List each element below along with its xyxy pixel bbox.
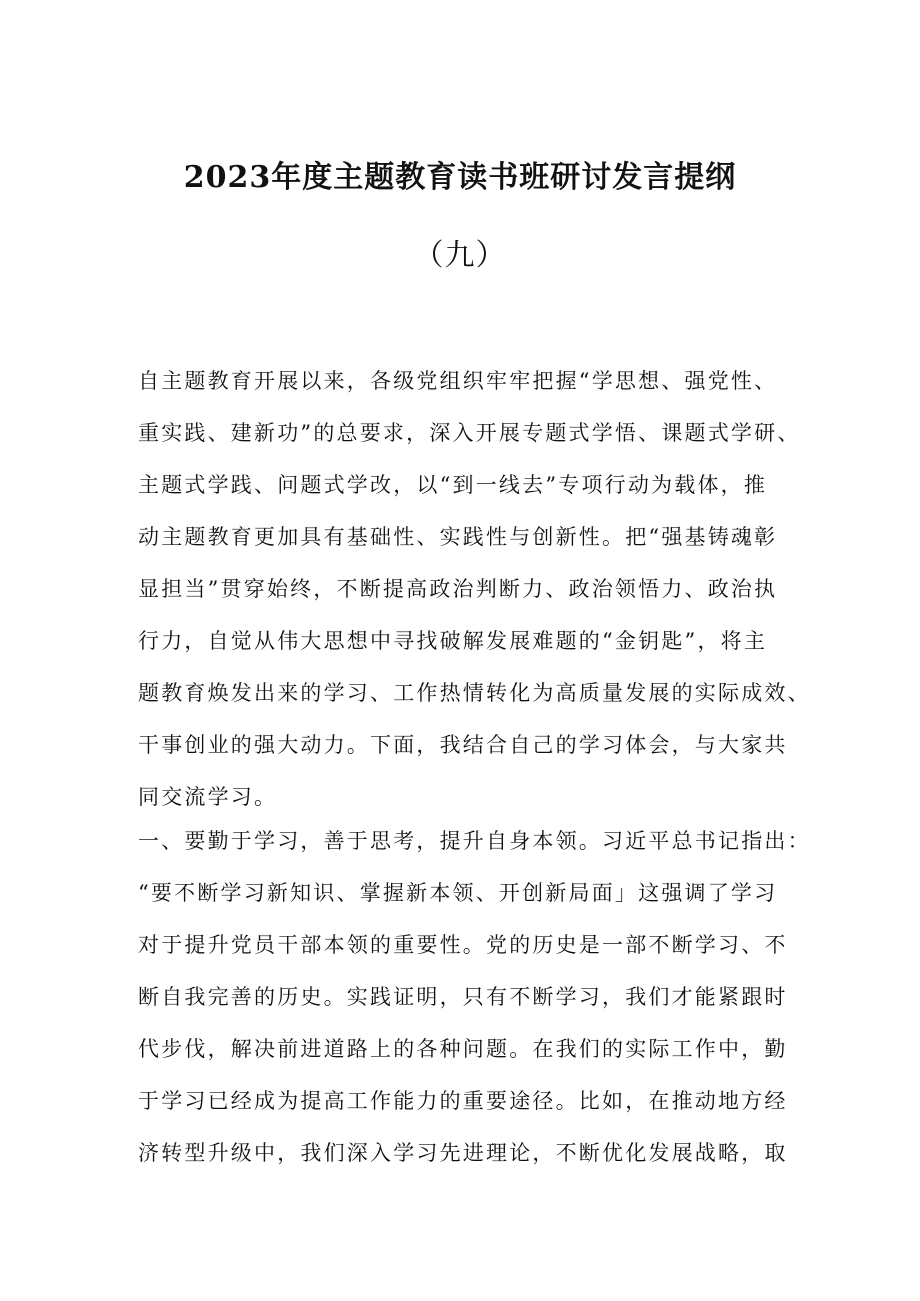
document-title: 2023年度主题教育读书班研讨发言提纲 bbox=[183, 160, 737, 195]
paragraph-line: 重实践、建新功”的总要求，深入开展专题式学悟、课题式学研、 bbox=[138, 421, 801, 445]
paragraph-line: 断自我完善的历史。实践证明，只有不断学习，我们才能紧跟时 bbox=[138, 985, 788, 1009]
paragraph-line: 济转型升级中，我们深入学习先进理论，不断优化发展战略，取 bbox=[138, 1141, 788, 1165]
section-one-paragraph bbox=[138, 815, 818, 1179]
intro-paragraph bbox=[138, 355, 818, 823]
document-subtitle: （九） bbox=[413, 238, 507, 273]
paragraph-line: 代步伐，解决前进道路上的各种问题。在我们的实际工作中，勤 bbox=[138, 1037, 788, 1061]
paragraph-line: 一、要勤于学习，善于思考，提升自身本领。习近平总书记指出： bbox=[138, 829, 811, 853]
paragraph-line: 对于提升党员干部本领的重要性。党的历史是一部不断学习、不 bbox=[138, 933, 788, 957]
paragraph-line: 题教育焕发出来的学习、工作热情转化为高质量发展的实际成效、 bbox=[138, 681, 811, 705]
paragraph-line: “要不断学习新知识、掌握新本领、开创新局面」这强调了学习 bbox=[138, 881, 778, 905]
paragraph-line: 同交流学习。 bbox=[138, 785, 278, 809]
paragraph-line: 于学习已经成为提高工作能力的重要途径。比如，在推动地方经 bbox=[138, 1089, 788, 1113]
paragraph-line: 动主题教育更加具有基础性、实践性与创新性。把“强基铸魂彰 bbox=[138, 525, 778, 549]
paragraph-line: 主题式学践、问题式学改，以“到一线去”专项行动为载体，推 bbox=[138, 473, 768, 497]
paragraph-line: 显担当”贯穿始终，不断提高政治判断力、政治领悟力、政治执 bbox=[138, 577, 778, 601]
paragraph-line: 干事创业的强大动力。下面，我结合自己的学习体会，与大家共 bbox=[138, 733, 788, 757]
paragraph-line: 自主题教育开展以来，各级党组织牢牢把握“学思想、强党性、 bbox=[138, 369, 778, 393]
paragraph-line: 行力，自觉从伟大思想中寻找破解发展难题的“金钥匙”，将主 bbox=[138, 629, 768, 653]
